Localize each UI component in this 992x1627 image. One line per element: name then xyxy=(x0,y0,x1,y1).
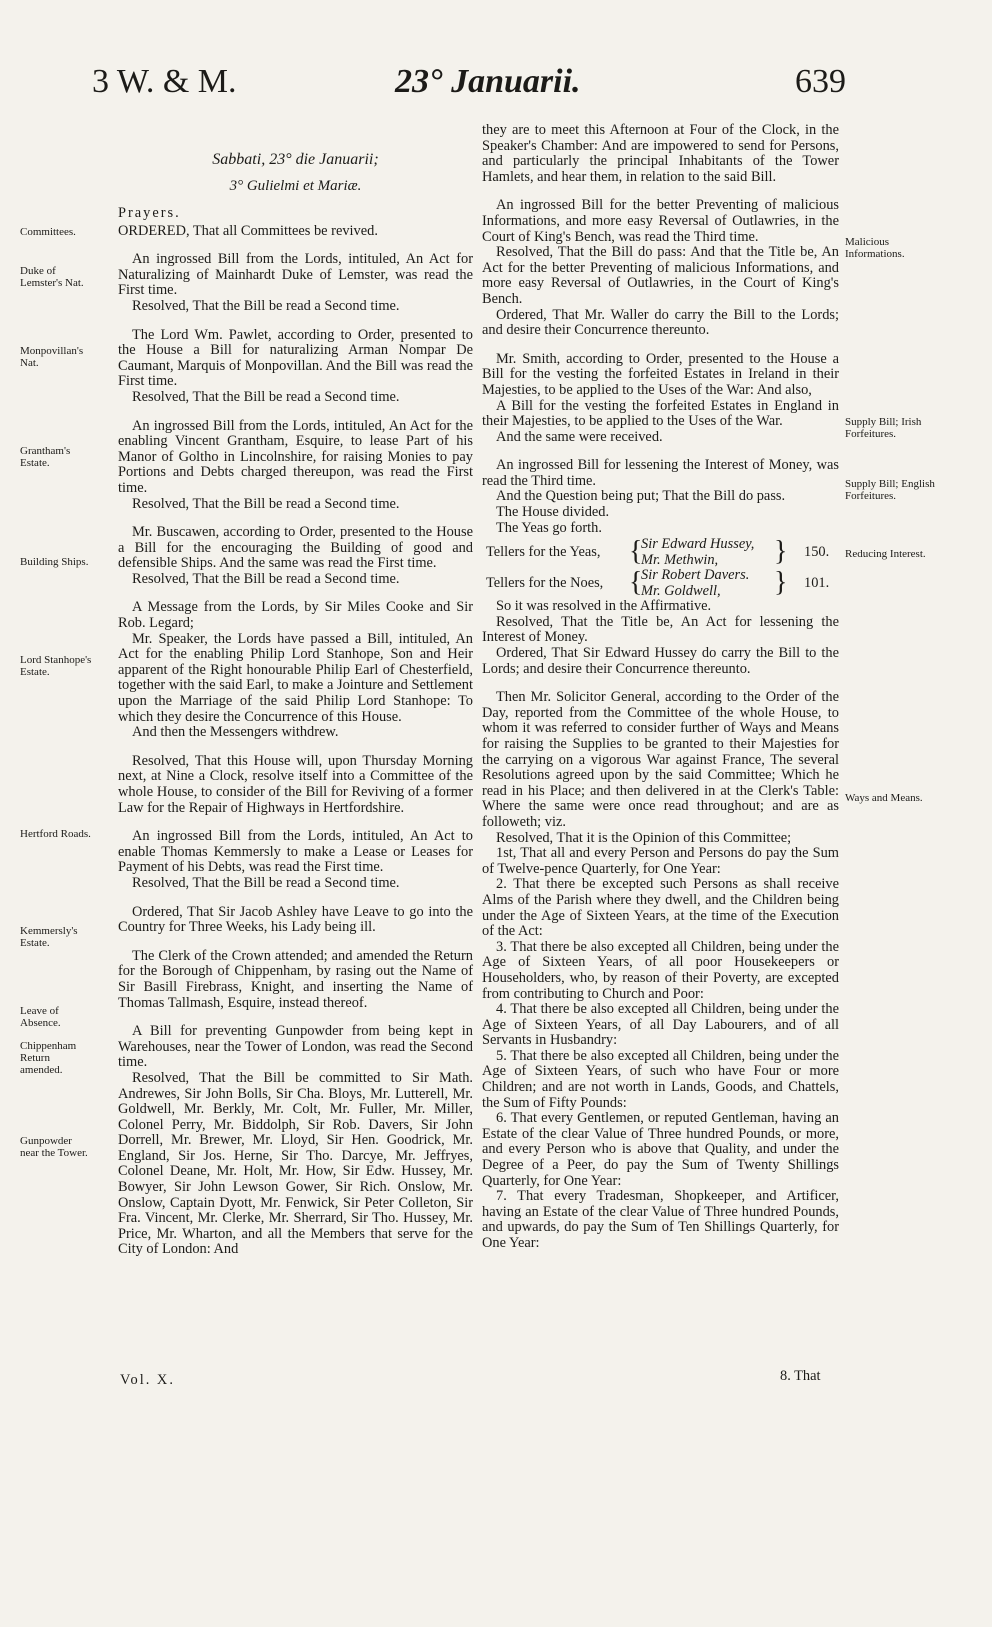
brace-open-icon: { xyxy=(629,536,643,568)
gunpowder-bill: A Bill for preventing Gunpowder from being kept in Warehouses, near the Tower of London, was read the Second time. xyxy=(118,1023,473,1071)
left-column xyxy=(118,150,473,1258)
brace-close-icon: } xyxy=(774,567,788,599)
margin-note-committees: Committees. xyxy=(20,226,76,238)
right-column xyxy=(482,123,839,1252)
tellers-yeas-label: Tellers for the Yeas, xyxy=(486,544,601,561)
tellers-yeas-names: Sir Edward Hussey, Mr. Methwin, xyxy=(641,536,755,568)
tellers-noes-label: Tellers for the Noes, xyxy=(486,575,604,592)
england-bill: A Bill for the vesting the forfeited Estates in England in their Majesties, to be applied to the Uses of the War. xyxy=(482,397,839,430)
division-tellers xyxy=(482,537,839,599)
tellers-noes-names: Sir Robert Davers. Mr. Goldwell, xyxy=(641,567,750,599)
margin-note-kemmersly: Kemmersly's Estate. xyxy=(20,925,78,949)
monpovillan-resolved: Resolved, That the Bill be read a Second time. xyxy=(132,388,400,405)
margin-note-ways: Ways and Means. xyxy=(845,792,923,804)
question-put: And the Question being put; That the Bill do pass. xyxy=(496,488,786,505)
ships-bill: Mr. Buscawen, according to Order, presented to the House a Bill for the encouraging the Building of good and defensible Ships. And the same was read the First time. xyxy=(118,524,473,572)
interest-bill: An ingrossed Bill for lessening the Interest of Money, was read the Third time. xyxy=(482,457,839,489)
margin-note-ships: Building Ships. xyxy=(20,556,89,568)
noes-count: 101. xyxy=(804,575,830,592)
page-header xyxy=(0,62,992,112)
bills-received: And the same were received. xyxy=(496,428,663,445)
brace-open-icon: { xyxy=(629,567,643,599)
header-date: 23° Januarii. xyxy=(395,63,581,100)
resolution-3: 3. That there be also excepted all Children, being under the Age of Sixteen Years, of all poor Housekeepers or Householders, who, by reason of their Poverty, are excepted from contributing to Church and Poor: xyxy=(482,938,839,1002)
volume-signature: Vol. X. xyxy=(120,1372,175,1388)
resolution-4: 4. That there be also excepted all Children, being under the Age of Sixteen Years, of all Day Labourers, and of all Servants in Husbandry: xyxy=(482,1001,839,1049)
malicious-resolved: Resolved, That the Bill do pass: And that the Title be, An Act for the better Preventing of malicious Informations, and more easy Reversal of Outlawries, in the Court of King's Bench. xyxy=(482,244,839,307)
prayers-heading: Prayers. xyxy=(118,205,181,221)
catchword: 8. That xyxy=(780,1368,821,1384)
lemster-resolved: Resolved, That the Bill be read a Second time. xyxy=(132,297,400,314)
margin-note-interest: Reducing Interest. xyxy=(845,548,926,560)
resolution-7: 7. That every Tradesman, Shopkeeper, and Artificer, having an Estate of the clear Value of Three hundred Pounds, and upwards, do pay the Sum of Ten Shillings Quarterly, for One Year: xyxy=(482,1188,839,1251)
margin-note-stanhope: Lord Stanhope's Estate. xyxy=(20,654,92,678)
margin-note-english: Supply Bill; English Forfeitures. xyxy=(845,478,935,502)
margin-note-irish: Supply Bill; Irish Forfeitures. xyxy=(845,416,922,440)
ships-resolved: Resolved, That the Bill be read a Second time. xyxy=(132,570,400,587)
yeas-go-forth: The Yeas go forth. xyxy=(496,519,602,536)
margin-note-hertford: Hertford Roads. xyxy=(20,828,91,840)
malicious-ordered: Ordered, That Mr. Waller do carry the Bill to the Lords; and desire their Concurrence thereunto. xyxy=(482,306,839,339)
regnal-year-line: 3° Gulielmi et Mariæ. xyxy=(229,178,362,194)
smith-bill: Mr. Smith, according to Order, presented to the House a Bill for the vesting the forfeited Estates in Ireland in their Majesties, to be applied to the Uses of the War: And also, xyxy=(482,350,839,398)
grantham-resolved: Resolved, That the Bill be read a Second time. xyxy=(132,495,400,512)
ways-resolved: Resolved, That it is the Opinion of this Committee; xyxy=(496,829,792,846)
tellers-noes xyxy=(482,568,839,599)
resolution-5: 5. That there be also excepted all Children, being under the Age of Sixteen Years, of such who have Four or more Children; and are not worth in Lands, Goods, and Chattels, the Sum of Fifty Pounds: xyxy=(482,1047,839,1111)
malicious-bill: An ingrossed Bill for the better Preventing of malicious Informations, and more easy Reversal of Outlawries, in the Court of King's Bench, was read the Third time. xyxy=(482,197,839,245)
margin-note-grantham: Grantham's Estate. xyxy=(20,445,71,469)
brace-close-icon: } xyxy=(774,536,788,568)
header-page-number: 639 xyxy=(795,63,846,100)
interest-title: Resolved, That the Title be, An Act for lessening the Interest of Money. xyxy=(482,613,839,646)
resolved-affirmative: So it was resolved in the Affirmative. xyxy=(496,598,712,615)
margin-note-chippenham: Chippenham Return amended. xyxy=(20,1040,77,1076)
leave-ordered: Ordered, That Sir Jacob Ashley have Leave to go into the Country for Three Weeks, his Lady being ill. xyxy=(118,903,473,936)
margin-note-leave: Leave of Absence. xyxy=(20,1005,61,1029)
margin-note-malicious: Malicious Informations. xyxy=(845,236,905,260)
interest-ordered: Ordered, That Sir Edward Hussey do carry the Bill to the Lords; and desire their Concurrence thereunto. xyxy=(482,645,839,677)
lords-message: A Message from the Lords, by Sir Miles Cooke and Sir Rob. Legard; xyxy=(118,599,473,632)
lemster-bill: An ingrossed Bill from the Lords, intituled, An Act for Naturalizing of Mainhardt Duke of Lemster, was read the First time. xyxy=(118,251,473,299)
ways-and-means-report: Then Mr. Solicitor General, according to the Order of the Day, reported from the Committee of the whole House, to whom it was referred to consider further of Ways and Means for raising the Supplies to be granted to their Majesties for the carrying on a vigorous War against France, The several Resolutions agreed upon by the said Committee; Which he read in his Place; and then delivered in at the Clerk's Table: Where the same were once read throughout; and are as followeth; viz. xyxy=(482,689,839,830)
committee-meeting: they are to meet this Afternoon at Four of the Clock, in the Speaker's Chamber: And are impowered to send for Persons, and particularly the principal Inhabitants of the Tower Hamlets, and hear them, in relation to the said Bill. xyxy=(482,122,839,185)
gunpowder-committee: Resolved, That the Bill be committed to Sir Math. Andrewes, Sir John Bolls, Sir Cha. Bloys, Mr. Lutterell, Mr. Goldwell, Mr. Berkly, Mr. Colt, Mr. Fuller, Mr. Miller, Colonel Perry, Mr. Biddolph, Sir Rob. Davers, Sir John Dorrell, Mr. Brewer, Mr. Lloyd, Sir Hen. Goodrick, Mr. England, Sir Jos. Herne, Sir Tho. Darcye, Mr. Jeffryes, Colonel Deane, Mr. Holt, Mr. How, Sir Edw. Hussey, Mr. Bowyer, Sir John Lewson Gower, Sir Rich. Onslow, Mr. Onslow, Captain Dyott, Mr. Fenwick, Sir Peter Colleton, Sir Fra. Vincent, Mr. Clerke, Mr. Sherrard, Sir Tho. Hussey, Mr. Price, Mr. Wharton, and all the Members that serve for the City of London: And xyxy=(118,1069,473,1258)
sitting-date: Sabbati, 23° die Januarii; xyxy=(212,151,379,168)
resolution-6: 6. That every Gentlemen, or reputed Gentleman, having an Estate of the clear Value of Three hundred Pounds, or more, and every Person who is above that Quality, and under the Degree of a Peer, do pay the Sum of Twenty Shillings Quarterly, for One Year: xyxy=(482,1110,839,1189)
committees-revived: ORDERED, That all Committees be revived. xyxy=(118,222,378,239)
resolution-2: 2. That there be excepted such Persons as shall receive Alms of the Parish where they dwell, and the Children being under the Age of Sixteen Years, at the time of the Execution of the Act: xyxy=(482,876,839,940)
chippenham-return: The Clerk of the Crown attended; and amended the Return for the Borough of Chippenham, by rasing out the Name of Sir Basill Firebrass, Knight, and inserting the Name of Thomas Tallmash, Esquire, instead thereof. xyxy=(118,947,473,1011)
tellers-yeas xyxy=(482,537,839,568)
messengers-withdrew: And then the Messengers withdrew. xyxy=(132,724,339,741)
margin-note-gunpowder: Gunpowder near the Tower. xyxy=(20,1135,88,1159)
kemmersly-bill: An ingrossed Bill from the Lords, intituled, An Act to enable Thomas Kemmersly to make a Lease or Leases for Payment of his Debts, was read the First time. xyxy=(118,828,473,876)
resolution-1: 1st, That all and every Person and Persons do pay the Sum of Twelve-pence Quarterly, for One Year: xyxy=(482,845,839,877)
kemmersly-resolved: Resolved, That the Bill be read a Second time. xyxy=(132,874,400,891)
stanhope-bill: Mr. Speaker, the Lords have passed a Bill, intituled, An Act for the enabling Philip Lord Stanhope, Son and Heir apparent of the Right honourable Philip Earl of Chesterfield, together with the said Earl, to make a Jointure and Settlement upon the Marriage of the said Philip Lord Stanhope: To which they desire the Concurrence of this House. xyxy=(118,630,473,725)
margin-note-monpovillan: Monpovillan's Nat. xyxy=(20,345,84,369)
monpovillan-bill: The Lord Wm. Pawlet, according to Order, presented to the House a Bill for naturalizing Arman Nompar De Caumant, Marquis of Monpovillan. And the Bill was read the First time. xyxy=(118,326,473,390)
hertford-resolved: Resolved, That this House will, upon Thursday Morning next, at Nine a Clock, resolve itself into a Committee of the whole House, to consider of the Bill for Reviving of a former Law for the Repair of Highways in Hertfordshire. xyxy=(118,752,473,816)
house-divided: The House divided. xyxy=(496,504,610,521)
margin-note-lemster: Duke of Lemster's Nat. xyxy=(20,265,84,289)
yeas-count: 150. xyxy=(804,544,830,561)
header-regnal-year: 3 W. & M. xyxy=(92,63,237,100)
grantham-bill: An ingrossed Bill from the Lords, intituled, An Act for the enabling Vincent Grantham, Esquire, to lease Part of his Manor of Goltho in Lincolnshire, for raising Monies to pay Portions and Debts charged thereupon, was read the First time. xyxy=(118,417,473,496)
